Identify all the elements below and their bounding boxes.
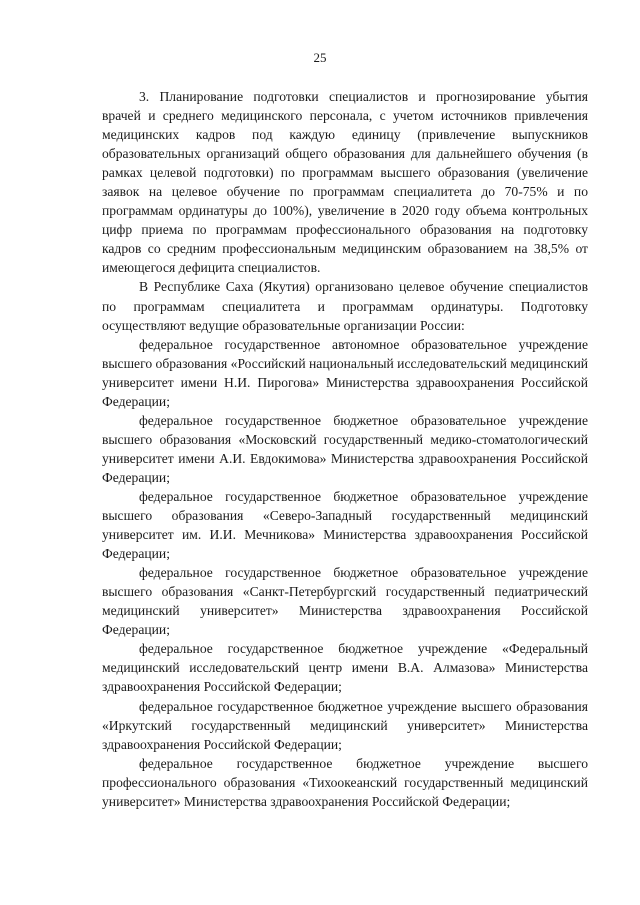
page-number: 25 bbox=[313, 50, 327, 65]
list-item-evdokimov-university: федеральное государственное бюджетное образовательное учреждение высшего образования «Московский государственный медико-стоматологический университет имени А.И. Евдокимова» Министерства здравоохранения Российской Федерации; bbox=[102, 412, 588, 485]
list-item-almazov-center: федеральное государственное бюджетное учреждение «Федеральный медицинский исследовательский центр имени В.А. Алмазова» Министерства здравоохранения Российской Федерации; bbox=[102, 641, 588, 695]
list-item-pirogov-university: федеральное государственное автономное образовательное учреждение высшего образования «Российский национальный исследовательский медицинский университет имени Н.И. Пирогова» Министерства здравоохранения Российской Федерации; bbox=[102, 336, 588, 409]
list-item-mechnikov-university: федеральное государственное бюджетное образовательное учреждение высшего образования «Северо-Западный государственный медицинский университет им. И.И. Мечникова» Министерства здравоохранения Российской Федерации; bbox=[102, 488, 588, 562]
paragraph-targeted-training: В Республике Саха (Якутия) организовано целевое обучение специалистов по программам специалитета и программам ординатуры. Подготовку осуществляют ведущие образовательные организации России: bbox=[102, 279, 588, 333]
list-item-irkutsk-university: федеральное государственное бюджетное учреждение высшего образования «Иркутский государственный медицинский университет» Министерства здравоохранения Российской Федерации; bbox=[102, 698, 588, 752]
list-item-spb-pediatric-university: федеральное государственное бюджетное образовательное учреждение высшего образования «Санкт-Петербургский государственный педиатрический медицинский университет» Министерства здравоохранения Российской Федерации; bbox=[102, 565, 588, 638]
document-body bbox=[102, 87, 588, 811]
list-item-pacific-university: федеральное государственное бюджетное учреждение высшего профессионального образования «Тихоокеанский государственный медицинский университет» Министерства здравоохранения Российской Федерации; bbox=[102, 755, 588, 809]
paragraph-staff-planning: 3. Планирование подготовки специалистов и прогнозирование убытия врачей и среднего медицинского персонала, с учетом источников привлечения медицинских кадров под каждую единицу (привлечение выпускников образовательных организаций общего образования для дальнейшего обучения (в рамках целевой подготовки) по программам высшего образования (увеличение заявок на целевое обучение по программам специалитета до 70-75% и по программам ординатуры до 100%), увеличение в 2020 году объема контрольных цифр приема по программам профессионального образования на подготовку кадров со средним профессиональным медицинским образованием на 38,5% от имеющегося дефицита специалистов. bbox=[102, 89, 588, 276]
